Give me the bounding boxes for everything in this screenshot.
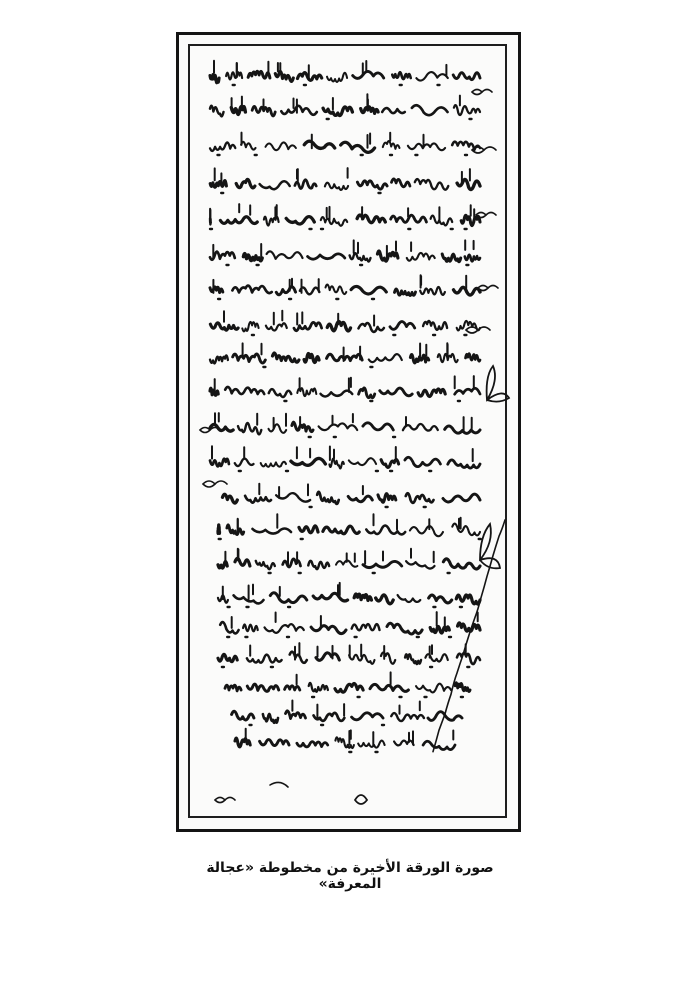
handwritten-word xyxy=(416,684,451,693)
handwritten-word xyxy=(407,253,435,261)
handwritten-word xyxy=(398,595,421,602)
handwritten-word xyxy=(443,559,480,569)
handwritten-word xyxy=(369,354,402,362)
handwritten-word xyxy=(260,740,289,746)
floral-ornament xyxy=(200,428,210,433)
handwritten-word xyxy=(243,625,258,632)
handwritten-word xyxy=(370,684,408,691)
floral-ornament xyxy=(203,481,215,487)
figure-caption: صورة الورقة الأخيرة من مخطوطة «عجالة المعرفة» xyxy=(206,860,494,892)
handwritten-word xyxy=(241,142,255,150)
handwritten-word xyxy=(351,286,386,294)
handwritten-word xyxy=(352,624,380,630)
handwritten-word xyxy=(349,458,376,465)
handwritten-word xyxy=(220,622,238,633)
handwritten-word xyxy=(233,354,266,363)
handwritten-word xyxy=(353,71,384,78)
handwritten-word xyxy=(416,72,447,81)
handwritten-word xyxy=(430,626,449,632)
handwritten-word xyxy=(390,322,415,330)
handwritten-word xyxy=(448,460,480,468)
handwritten-word xyxy=(410,526,443,536)
handwritten-word xyxy=(245,496,271,503)
handwritten-word xyxy=(366,526,405,535)
handwritten-word xyxy=(235,738,250,747)
floral-ornament xyxy=(482,90,492,93)
handwritten-word xyxy=(352,713,383,720)
handwritten-word xyxy=(270,593,307,603)
handwritten-word xyxy=(458,623,480,631)
handwritten-word xyxy=(454,105,480,115)
handwritten-word xyxy=(452,142,480,150)
handwritten-word xyxy=(431,216,453,226)
handwritten-word xyxy=(363,423,393,430)
handwritten-word xyxy=(453,73,480,80)
margin-note xyxy=(433,520,505,752)
handwritten-word xyxy=(423,741,455,749)
handwritten-word xyxy=(363,561,402,567)
handwritten-word xyxy=(236,179,255,187)
handwritten-word xyxy=(265,624,304,633)
handwritten-word xyxy=(232,711,254,720)
handwritten-word xyxy=(317,492,339,504)
handwritten-word xyxy=(465,255,480,262)
handwritten-word xyxy=(412,105,448,115)
handwritten-word xyxy=(264,217,279,226)
handwritten-word xyxy=(242,322,258,332)
handwritten-word xyxy=(226,72,242,79)
floral-ornament xyxy=(225,798,235,801)
handwritten-word xyxy=(403,424,438,431)
handwritten-word xyxy=(247,655,282,663)
handwritten-word xyxy=(308,561,329,569)
handwritten-word xyxy=(354,594,371,600)
handwritten-word xyxy=(378,494,396,503)
handwritten-word xyxy=(381,652,395,663)
handwritten-word xyxy=(423,321,447,330)
handwritten-word xyxy=(319,423,358,430)
handwritten-word xyxy=(442,254,461,262)
handwritten-word xyxy=(415,179,449,190)
handwritten-word xyxy=(358,741,384,748)
handwritten-word xyxy=(269,389,291,397)
handwritten-word xyxy=(313,593,347,601)
handwritten-word xyxy=(406,493,434,503)
handwritten-word xyxy=(387,623,422,634)
floral-ornament xyxy=(270,782,288,787)
handwritten-word xyxy=(292,422,313,431)
floral-ornament xyxy=(215,798,225,803)
handwritten-word xyxy=(297,742,328,747)
handwritten-word xyxy=(321,391,353,397)
floral-ornament xyxy=(472,90,482,95)
handwritten-word xyxy=(308,254,345,259)
handwritten-word xyxy=(323,526,359,534)
handwritten-word xyxy=(359,323,384,332)
handwritten-word xyxy=(210,106,224,117)
handwritten-word xyxy=(327,73,347,82)
handwritten-word xyxy=(325,183,348,190)
handwritten-word xyxy=(267,251,303,258)
handwritten-word xyxy=(261,462,286,467)
handwritten-word xyxy=(316,653,339,660)
handwritten-word xyxy=(455,388,480,394)
handwritten-word xyxy=(395,289,416,296)
handwritten-word xyxy=(266,142,296,150)
handwritten-word xyxy=(286,711,306,719)
handwritten-word xyxy=(405,457,441,466)
handwritten-word xyxy=(210,287,223,293)
handwritten-word xyxy=(321,217,347,226)
handwritten-word xyxy=(429,595,452,603)
handwritten-word xyxy=(405,654,421,664)
handwritten-word xyxy=(361,107,378,114)
handwritten-word xyxy=(380,388,412,396)
handwritten-word xyxy=(210,142,235,150)
handwritten-word xyxy=(260,181,290,189)
handwritten-word xyxy=(452,524,480,536)
handwritten-word xyxy=(348,496,372,502)
handwritten-word xyxy=(443,494,480,502)
handwritten-word xyxy=(455,683,470,692)
handwritten-word xyxy=(304,141,334,148)
handwritten-word xyxy=(456,595,480,604)
handwritten-word xyxy=(408,143,445,150)
handwritten-word xyxy=(418,389,445,397)
handwritten-word xyxy=(382,108,405,113)
handwritten-word xyxy=(406,561,434,568)
handwritten-word xyxy=(326,285,347,295)
handwritten-word xyxy=(276,493,310,502)
floral-ornament xyxy=(478,286,488,291)
handwritten-word xyxy=(357,181,387,189)
handwritten-word xyxy=(299,526,318,533)
handwritten-word xyxy=(210,75,219,83)
handwritten-word xyxy=(210,181,226,188)
handwritten-word xyxy=(285,686,300,690)
handwritten-word xyxy=(273,353,299,362)
leaf-ornament xyxy=(480,524,500,568)
handwritten-word xyxy=(304,354,319,363)
handwritten-word xyxy=(269,424,287,433)
floral-ornament xyxy=(484,147,496,150)
handwritten-word xyxy=(392,72,410,79)
handwritten-word xyxy=(329,459,344,469)
handwritten-word xyxy=(291,458,326,465)
handwritten-word xyxy=(381,459,399,467)
leaf-ornament xyxy=(487,366,509,402)
handwritten-word xyxy=(210,323,238,330)
handwritten-word xyxy=(256,561,275,569)
handwritten-word xyxy=(210,355,228,363)
handwritten-word xyxy=(253,529,292,534)
handwritten-word xyxy=(466,354,481,362)
handwritten-word xyxy=(420,287,445,295)
handwritten-word xyxy=(275,71,293,81)
handwritten-word xyxy=(231,107,245,115)
handwritten-word xyxy=(218,654,237,661)
handwritten-word xyxy=(300,287,319,294)
handwritten-word xyxy=(248,71,270,78)
handwritten-word xyxy=(311,626,346,634)
handwritten-word xyxy=(350,253,371,261)
handwritten-word xyxy=(309,683,328,692)
handwritten-word xyxy=(445,426,480,433)
handwritten-word xyxy=(227,525,244,535)
floral-ornament xyxy=(488,286,498,289)
handwritten-word xyxy=(223,494,238,503)
handwritten-word xyxy=(247,684,278,691)
handwritten-word xyxy=(220,217,257,224)
handwritten-word xyxy=(335,684,363,693)
handwritten-word xyxy=(243,254,262,261)
handwritten-word xyxy=(290,652,307,663)
handwritten-word xyxy=(286,217,314,224)
handwritten-word xyxy=(394,741,414,746)
handwritten-word xyxy=(376,595,394,604)
handwritten-word xyxy=(232,286,271,294)
floral-ornament xyxy=(355,795,367,804)
handwritten-word xyxy=(225,387,264,394)
handwritten-word xyxy=(281,106,317,115)
handwritten-word xyxy=(383,141,400,149)
handwritten-word xyxy=(263,714,278,723)
handwritten-word xyxy=(392,179,410,187)
handwritten-word xyxy=(457,179,480,189)
handwritten-word xyxy=(323,107,352,116)
handwritten-word xyxy=(225,685,241,691)
handwritten-word xyxy=(391,713,424,721)
floral-ornament xyxy=(215,481,227,484)
handwritten-word xyxy=(359,388,375,398)
handwritten-word xyxy=(218,525,220,534)
handwritten-word xyxy=(266,323,287,330)
floral-ornament xyxy=(486,213,496,216)
floral-ornament xyxy=(210,428,220,431)
handwritten-word xyxy=(210,459,229,467)
